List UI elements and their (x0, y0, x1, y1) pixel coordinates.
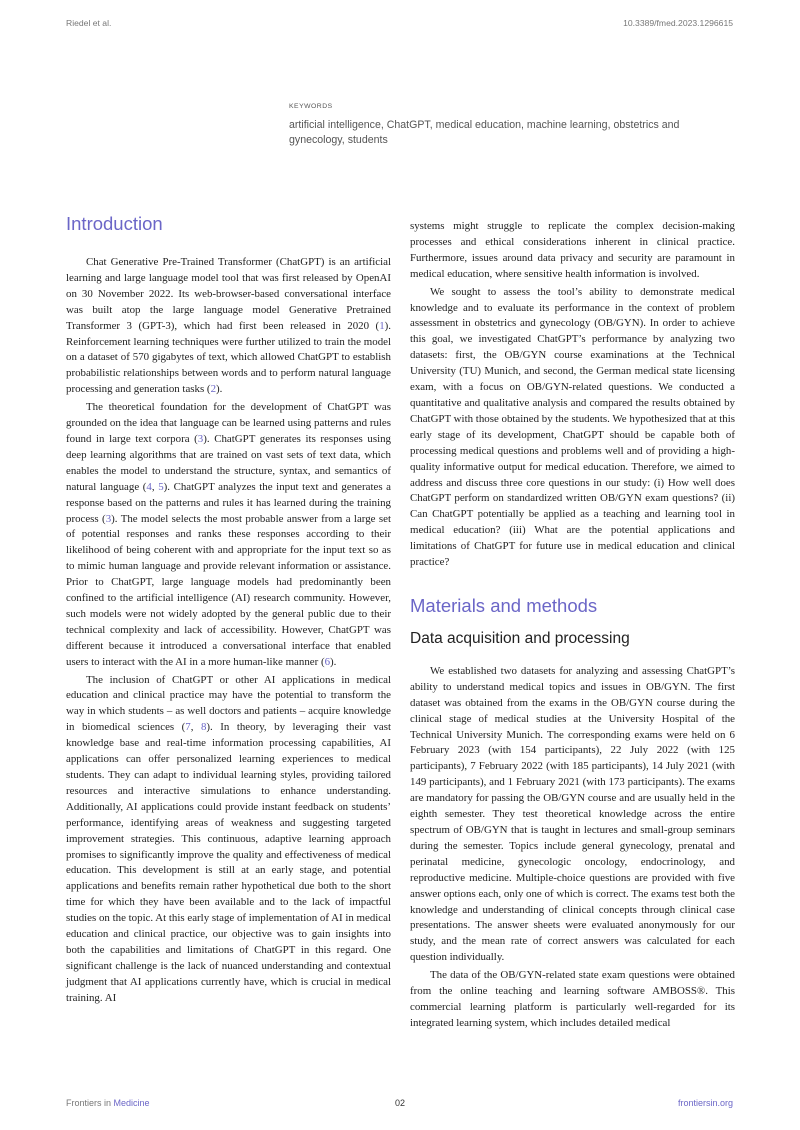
citation-link[interactable]: 8 (200, 721, 207, 734)
citation-link[interactable]: 2 (210, 383, 217, 396)
citation-link[interactable]: 3 (197, 432, 204, 445)
citation-link[interactable]: 4 (146, 480, 152, 493)
keywords-label: KEYWORDS (289, 103, 333, 110)
subsection-heading-data-acquisition: Data acquisition and processing (410, 629, 630, 647)
citation-link[interactable]: 7 (185, 721, 191, 734)
running-head-doi[interactable]: 10.3389/fmed.2023.1296615 (623, 18, 733, 28)
right-column (410, 219, 735, 1032)
paragraph: The data of the OB/GYN-related state exam questions were obtained from the online teaching and learning software AMBOSS®. This commercial learning platform is particularly well-regarded for its integrated learning system, which includes detailed medical (410, 969, 735, 1029)
citation-link[interactable]: 6 (324, 655, 331, 668)
paragraph: Chat Generative Pre-Trained Transformer (ChatGPT) is an artificial learning and large language model tool that was first released by OpenAI on 30 November 2022. Its web-browser-based conversational interface was built atop the large language model Generative Pretrained Transformer 3 (GPT-3), which had first been released in 2020 (1). Reinforcement learning techniques were further utilized to train the model on a dataset of 570 gigabytes of text, which allowed ChatGPT to establish probabilistic relationships between words and to perform natural language processing and generation tasks (2). (66, 256, 391, 396)
section-heading-materials-methods: Materials and methods (410, 594, 598, 616)
footer-journal-name[interactable]: Medicine (113, 1098, 150, 1108)
paragraph: The inclusion of ChatGPT or other AI applications in medical education and clinical practice may have the potential to transform the way in which students – as well doctors and patients – acquire knowledge in biomedical sciences (7, 8). In theory, by leveraging their vast knowledge base and real-time information processing capabilities, AI applications can offer personalized learning experiences to medical students. They can adapt to individual learning styles, providing tailored resources and interactive simulations to enhance understanding. Additionally, AI applications could provide instant feedback on students’ performance, identifying areas of weakness and suggesting targeted improvement strategies. This continuous, adaptive learning approach promises to significantly improve the quality and effectiveness of medical education. This development is still at an early stage, and potential applications and benefits remain rather hypothetical due both to the short time for which they have been available and to the lack of impactful studies on the topic. At this early stage of implementation of AI in medical education and clinical practice, our objective was to gain insights into both the capabilities and limitations of ChatGPT in this regard. One significant challenge is the lack of nuanced understanding and contextual judgment that AI applications currently have, which is crucial in medical training. AI (66, 673, 392, 1004)
running-head-authors: Riedel et al. (66, 18, 112, 28)
paragraph: We established two datasets for analyzing and assessing ChatGPT’s ability to understand medical topics and issues in OB/GYN. The first dataset was obtained from the exams in the OB/GYN course during the clinical stage of medical studies at the University Hospital of the Technical University Munich. The corresponding exams were held on 6 February 2023 (with 154 participants), 22 July 2022 (with 125 participants), 7 February 2022 (with 185 participants), 14 July 2021 (with 149 participants), and 1 February 2021 (with 173 participants). The exams are mandatory for passing the OB/GYN course and are usually held in the eighth semester. They test theoretical knowledge across the entire spectrum of OB/GYN that is taught in lectures and small-group seminars during the semester. Topics include general gynecology, prenatal and perinatal medicine, gynecologic oncology, endocrinology, and reproductive medicine. Multiple-choice questions are provided with five answer options each, only one of which is correct. The exams test both the knowledge and understanding of clinical concepts through clinical case presentations. The answer sheets were evaluated anonymously for our study, and the mean rate of correct answers was calculated for each question individually. (410, 664, 735, 964)
paragraph: systems might struggle to replicate the complex decision-making processes and ethical considerations inherent in clinical practice. Furthermore, issues around data privacy and security are paramount in medical education, where sensitive health information is involved. (410, 220, 735, 280)
footer-journal-prefix: Frontiers in (66, 1098, 114, 1108)
paragraph: We sought to assess the tool’s ability to demonstrate medical knowledge and to evaluate its performance in the context of problem assessment in obstetrics and gynecology (OB/GYN). In order to achieve this goal, we investigated ChatGPT’s performance by analyzing two datasets: first, the OB/GYN course examinations at the Technical University (TU) Munich, and second, the German medical state licensing exam, with a focus on OB/GYN-related questions. We conducted a quantitative and qualitative analysis and compared the results obtained by ChatGPT with those obtained by the students. We hypothesized that at this early stage of its development, ChatGPT should be capable both of processing medical questions and problems well and of providing a high-quality informative output for medical education. Therefore, we aimed to address and discuss three core questions in our study: (i) How well does ChatGPT perform on standardized written OB/GYN exam questions? (ii) Can ChatGPT potentially be applied as a teaching and learning tool in medical education? (iii) What are the potential applications and limitations of ChatGPT for future use in medical education and clinical practice? (410, 285, 735, 569)
paragraph: The theoretical foundation for the development of ChatGPT was grounded on the idea that language can be learned using patterns and rules found in large text corpora (3). ChatGPT generates its responses using deep learning algorithms that are trained on vast sets of text data, which enables the model to understand the structure, syntax, and semantics of natural language (4, 5). ChatGPT analyzes the input text and generates a response based on the patterns and rules it has learned during the training process (3). The model selects the most probable answer from a large set of potential responses and ranks these responses according to their likelihood of being coherent with and appropriate for the input text so as to mimic human language and provide relevant information or assistance. Prior to ChatGPT, large language models had predominantly been confined to the artificial intelligence (AI) research community. However, such models were not widely adopted by the general public due to their technical complexity and lack of accessibility. However, ChatGPT was different because it introduced a conversational interface that enabled users to interact with the AI in a more human-like manner (6). (66, 401, 392, 668)
footer-site-link[interactable]: frontiersin.org (677, 1098, 733, 1108)
citation-link[interactable]: 1 (379, 319, 385, 332)
citation-link[interactable]: 3 (105, 512, 112, 525)
section-heading-introduction: Introduction (66, 213, 163, 234)
citation-link[interactable]: 5 (158, 480, 164, 493)
keywords-text: artificial intelligence, ChatGPT, medical education, machine learning, obstetrics and gynecology, students (289, 119, 680, 146)
left-column (66, 211, 391, 1007)
page-number: 02 (394, 1098, 405, 1108)
